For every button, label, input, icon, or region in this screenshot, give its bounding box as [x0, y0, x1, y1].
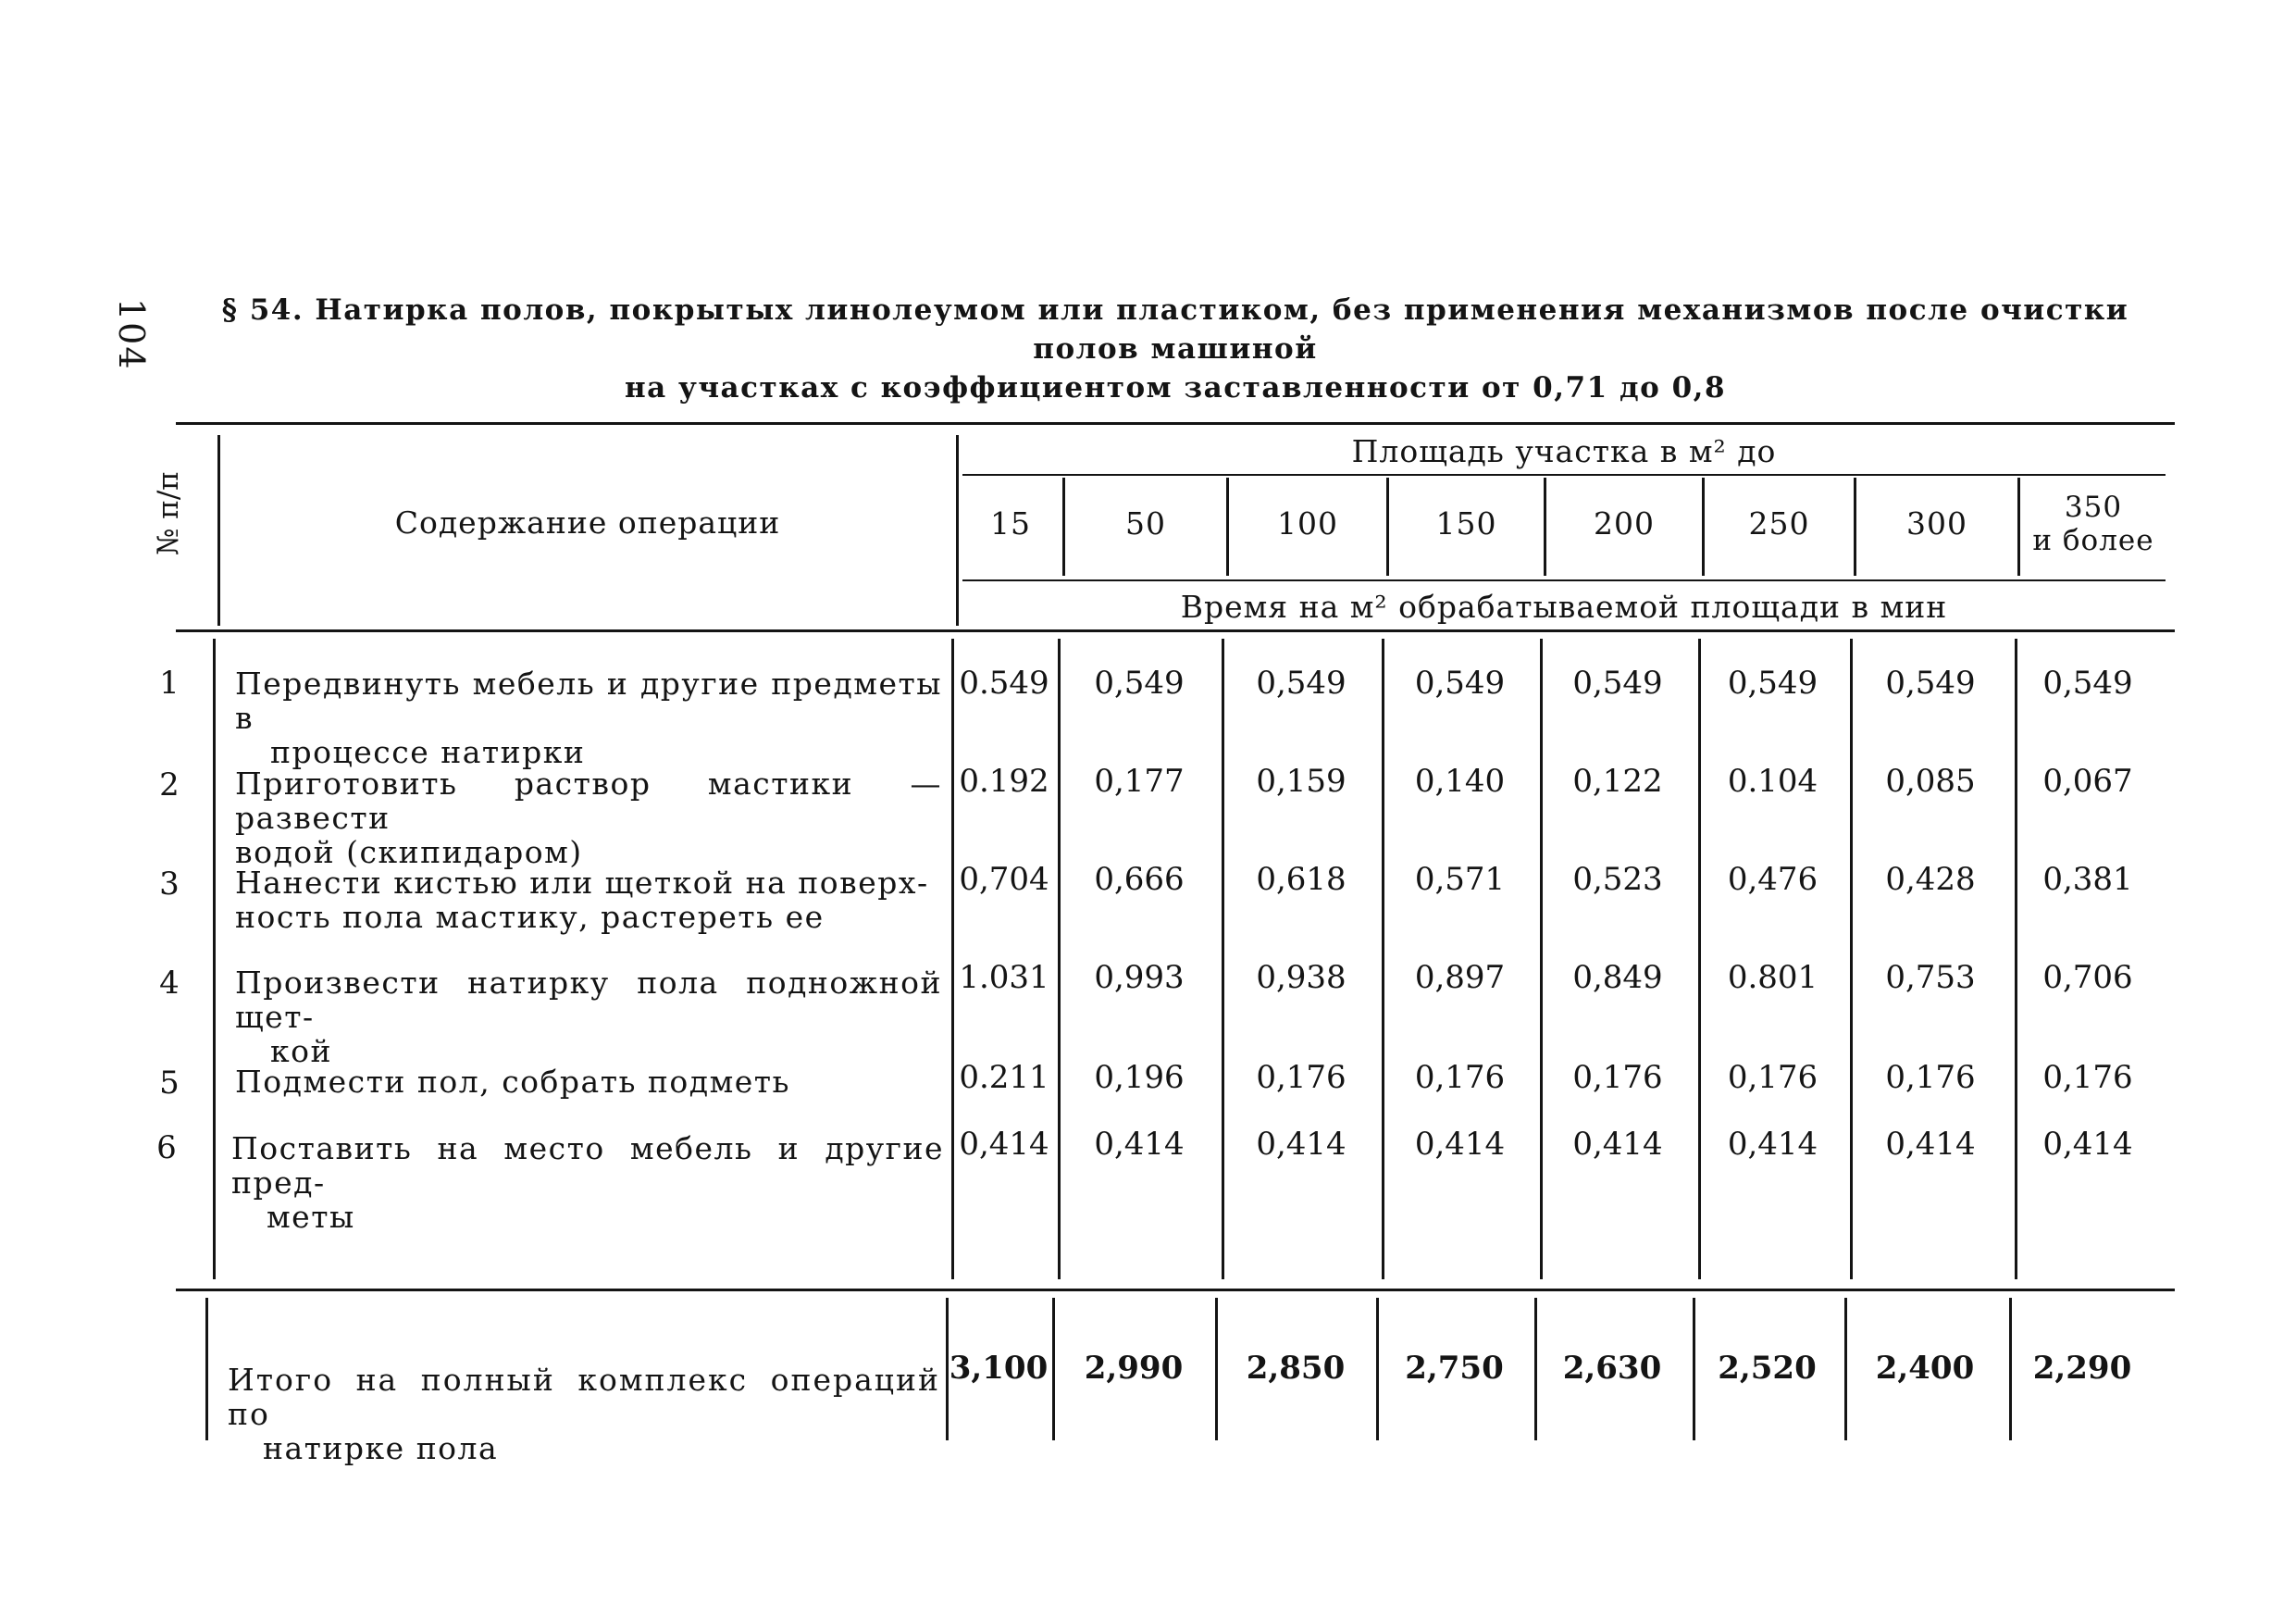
time-value: 0.192	[959, 763, 1049, 800]
time-value: 0,428	[1885, 861, 1976, 898]
title-line-1: § 54. Натирка полов, покрытых линолеумом или пластиком, без применения механизмов после очистки полов машиной	[221, 293, 2129, 366]
time-value: 0,549	[1727, 665, 1818, 702]
time-value: 0,177	[1094, 763, 1185, 800]
time-value: 0,176	[1727, 1059, 1818, 1096]
row-number: 5	[159, 1065, 180, 1102]
time-header: Время на м² обрабатываемой площади в мин	[1180, 589, 1948, 625]
operation-line: Передвинуть мебель и другие предметы в	[235, 666, 942, 736]
number-column-header: № п/п	[152, 471, 185, 555]
columns-header-rule	[962, 579, 2166, 581]
total-line: натирке пола	[263, 1430, 499, 1466]
time-value: 0.104	[1727, 763, 1818, 800]
area-column-header: 150	[1435, 505, 1497, 542]
time-value: 0,414	[1572, 1126, 1663, 1163]
time-value: 0,706	[2042, 959, 2133, 996]
row-number: 1	[159, 665, 180, 702]
body-col-line	[213, 639, 216, 1279]
operation-description	[231, 1131, 944, 1234]
total-value: 2,630	[1562, 1350, 1662, 1387]
area-column-header: 300	[1906, 505, 1967, 542]
row-number: 3	[159, 866, 180, 903]
time-value: 0,067	[2042, 763, 2133, 800]
operation-description	[235, 1065, 942, 1099]
time-value: 0.801	[1727, 959, 1818, 996]
time-value: 0,176	[1414, 1059, 1506, 1096]
time-value: 0,414	[2042, 1126, 2133, 1163]
area-column-header: 100	[1277, 505, 1338, 542]
total-value: 2,750	[1405, 1350, 1504, 1387]
time-value: 0.211	[959, 1059, 1049, 1096]
table-top-rule	[176, 422, 2175, 425]
time-value: 0,176	[1885, 1059, 1976, 1096]
operation-line: кой	[270, 1033, 332, 1069]
time-value: 0,704	[959, 861, 1049, 898]
area-column-header: 200	[1594, 505, 1655, 542]
row-number: 2	[159, 766, 180, 803]
header-col-line	[217, 435, 220, 626]
time-value: 0,753	[1885, 959, 1976, 996]
time-value: 0,085	[1885, 763, 1976, 800]
operation-line: Поставить на место мебель и другие пред-	[231, 1130, 944, 1201]
time-value: 0,897	[1414, 959, 1506, 996]
operation-line: меты	[267, 1199, 355, 1235]
operation-line: ность пола мастику, растереть ее	[235, 899, 825, 935]
time-value: 0,414	[1256, 1126, 1347, 1163]
operation-description	[235, 666, 942, 769]
operation-line: Нанести кистью или щеткой на поверх-	[235, 865, 929, 901]
time-value: 0,849	[1572, 959, 1663, 996]
total-top-rule	[176, 1289, 2175, 1291]
page-number: 104	[111, 298, 152, 371]
operation-column-header: Содержание операции	[394, 504, 781, 541]
operation-line: водой (скипидаром)	[235, 834, 583, 870]
time-value: 0,381	[2042, 861, 2133, 898]
time-value: 0,666	[1094, 861, 1185, 898]
time-value: 0,549	[1256, 665, 1347, 702]
total-value: 2,990	[1084, 1350, 1184, 1387]
time-value: 0,549	[2042, 665, 2133, 702]
operation-line: процессе натирки	[270, 734, 586, 770]
total-value: 2,520	[1718, 1350, 1817, 1387]
title-line-2: на участках с коэффициентом заставленности от 0,71 до 0,8	[624, 371, 1727, 405]
time-value: 0,523	[1572, 861, 1663, 898]
area-column-header: 350 и более	[2032, 491, 2154, 557]
time-value: 0,414	[1094, 1126, 1185, 1163]
area-column-header: 250	[1748, 505, 1810, 542]
total-value: 2,400	[1875, 1350, 1975, 1387]
area-header-rule	[962, 474, 2166, 476]
total-line: Итого на полный комплекс операций по	[228, 1362, 940, 1432]
operation-line: Приготовить раствор мастики — развести	[235, 766, 942, 836]
total-value: 3,100	[949, 1350, 1049, 1387]
time-value: 0,176	[2042, 1059, 2133, 1096]
time-value: 0,176	[1572, 1059, 1663, 1096]
row-number: 4	[159, 965, 180, 1002]
total-description	[228, 1363, 940, 1465]
time-value: 0,993	[1094, 959, 1185, 996]
time-value: 0,159	[1256, 763, 1347, 800]
total-value: 2,850	[1246, 1350, 1346, 1387]
time-value: 0,549	[1414, 665, 1506, 702]
operation-description	[235, 965, 942, 1068]
time-value: 1.031	[959, 959, 1049, 996]
time-value: 0.549	[959, 665, 1049, 702]
time-value: 0,176	[1256, 1059, 1347, 1096]
time-value: 0,549	[1094, 665, 1185, 702]
total-col-line	[205, 1298, 208, 1440]
area-column-header: 50	[1125, 505, 1166, 542]
area-header: Площадь участка в м² до	[1351, 433, 1777, 469]
total-value: 2,290	[2032, 1350, 2132, 1387]
time-value: 0,414	[1727, 1126, 1818, 1163]
time-value: 0,122	[1572, 763, 1663, 800]
time-value: 0,414	[1414, 1126, 1506, 1163]
operation-description	[235, 766, 942, 869]
operation-line: Произвести натирку пола подножной щет-	[235, 965, 942, 1035]
operation-line: Подмести пол, собрать подметь	[235, 1064, 791, 1100]
header-bottom-rule	[176, 629, 2175, 632]
time-value: 0,140	[1414, 763, 1506, 800]
time-value: 0,476	[1727, 861, 1818, 898]
time-value: 0,549	[1885, 665, 1976, 702]
time-value: 0,571	[1414, 861, 1506, 898]
time-value: 0,414	[959, 1126, 1049, 1163]
row-number: 6	[156, 1129, 177, 1166]
time-value: 0,414	[1885, 1126, 1976, 1163]
operation-description	[235, 866, 942, 934]
time-value: 0,618	[1256, 861, 1347, 898]
section-title	[213, 291, 2138, 407]
time-value: 0,196	[1094, 1059, 1185, 1096]
time-value: 0,549	[1572, 665, 1663, 702]
time-value: 0,938	[1256, 959, 1347, 996]
area-column-header: 15	[990, 505, 1031, 542]
